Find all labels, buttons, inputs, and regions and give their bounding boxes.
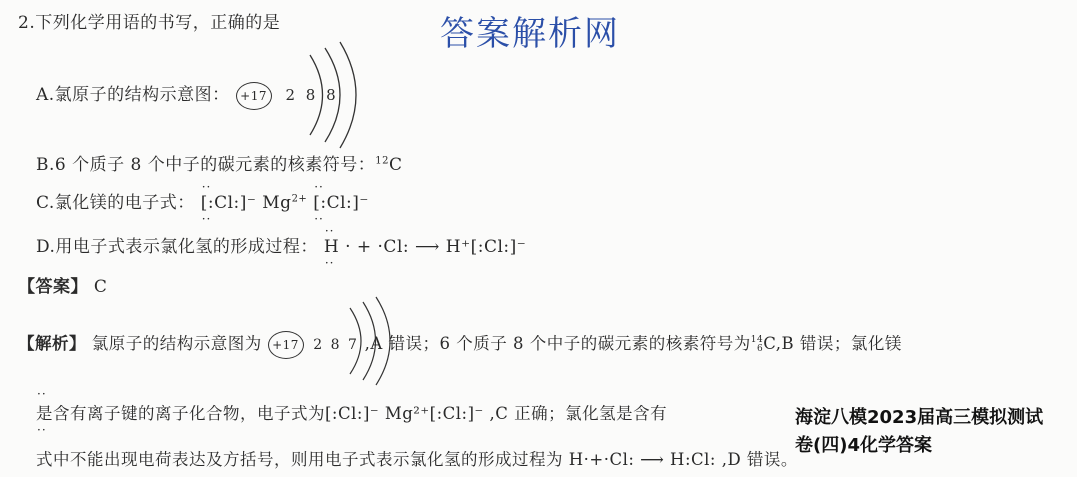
analysis-line-3	[36, 446, 798, 470]
nucleus-circle: +17	[236, 82, 272, 110]
shell-arcs-a	[290, 40, 370, 150]
hcl-reaction: ·· H · + ·Cl: ⟶ H⁺[:Cl:]⁻ ··	[324, 237, 526, 257]
mass-number: 12	[375, 155, 389, 167]
option-c-prefix: C.氯化镁的电子式：	[36, 193, 195, 213]
nucleus-circle-2: +17	[268, 331, 304, 359]
option-c	[36, 188, 369, 213]
analysis-line-2	[36, 400, 667, 424]
analysis-text-2: ·· 是含有离子键的离子化合物，电子式为[:Cl:]⁻ Mg²⁺[:Cl:]⁻ ,C 正确；氯化氢是含有 ··	[36, 400, 667, 424]
mg-charge: 2+	[291, 193, 308, 205]
answer-value: C	[93, 277, 108, 297]
option-d-prefix: D.用电子式表示氯化氢的形成过程：	[36, 237, 318, 257]
analysis-text-1a: 氯原子的结构示意图为	[91, 334, 262, 353]
electron-shells-2: 2 8 7	[313, 337, 359, 353]
chloride-left: ·· [:Cl:]⁻ ··	[201, 193, 257, 213]
analysis-text-3: 式中不能出现电荷表达及方括号，则用电子式表示氯化氢的形成过程为 H·+·Cl: ⟶ H:Cl: ,D 错误。	[36, 450, 798, 469]
analysis-label: 【解析】	[18, 334, 86, 353]
stamp-line-2: 卷(四)4化学答案	[795, 435, 932, 456]
option-d	[36, 232, 526, 257]
option-b-text: B.6 个质子 8 个中子的碳元素的核素符号：	[36, 155, 376, 175]
electron-shells: 2 8 8	[285, 86, 339, 104]
question-title: 2.下列化学用语的书写，正确的是	[18, 13, 281, 33]
nuclide-numbers: 14 6	[750, 334, 764, 354]
watermark: 答案解析网	[440, 14, 620, 54]
source-stamp	[795, 404, 1060, 460]
magnesium: Mg	[262, 193, 292, 213]
analysis-text-1b: ,A 错误；6 个质子 8 个中子的碳元素的核素符号为	[364, 334, 751, 353]
chloride-right: ·· [:Cl:]⁻ ··	[313, 193, 369, 213]
option-a-prefix: A.氯原子的结构示意图：	[36, 85, 230, 105]
option-b	[36, 150, 403, 175]
stamp-line-1: 海淀八模2023届高三模拟测试	[795, 407, 1044, 428]
analysis-text-1c: C,B 错误；氯化镁	[763, 334, 902, 353]
analysis-line-1	[18, 330, 902, 359]
element-symbol: C	[388, 155, 403, 175]
answer-line	[18, 272, 107, 297]
shell-arcs-b	[336, 296, 406, 386]
answer-label: 【答案】	[18, 277, 88, 297]
